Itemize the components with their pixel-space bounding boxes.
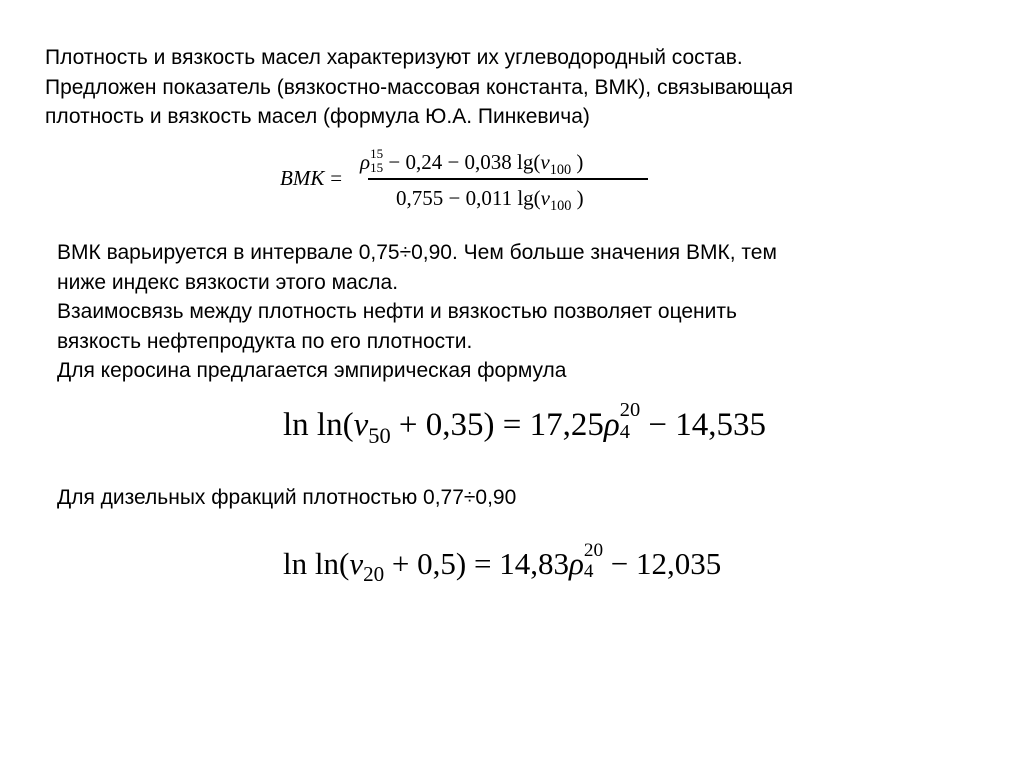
fraction-bar	[368, 178, 648, 180]
rho-symbol: ρ	[360, 150, 371, 174]
nu-subscript: 20	[363, 562, 385, 587]
rho-superscript: 15	[370, 145, 384, 161]
body-line-4: вязкость нефтепродукта по его плотности.	[57, 329, 473, 353]
kerosene-tail: − 14,535	[640, 407, 767, 444]
equals-sign: =	[330, 166, 343, 190]
close-paren: )	[571, 186, 584, 210]
nu-symbol: ν	[349, 546, 364, 581]
diesel-tail: − 12,035	[603, 546, 722, 581]
vmk-formula	[280, 146, 660, 216]
vmk-denominator	[396, 186, 584, 214]
rho-subscript: 15	[370, 159, 384, 175]
rho-indices	[619, 398, 641, 448]
vmk-label: ВМК	[280, 166, 325, 190]
rho-indices	[370, 145, 384, 177]
rho-superscript: 20	[583, 539, 604, 561]
rho-subscript: 4	[583, 561, 594, 583]
body-line-5: Для керосина предлагается эмпирическая формула	[57, 359, 567, 382]
rho-symbol: ρ	[603, 407, 620, 444]
numerator-terms: − 0,24 − 0,038 lg(	[388, 150, 541, 174]
nu-symbol: ν	[353, 407, 369, 444]
rho-subscript: 4	[619, 421, 630, 444]
intro-line-2: Предложен показатель (вязкостно-массовая константа, ВМК), связывающая	[45, 75, 794, 99]
kerosene-middle: + 0,35) = 17,25	[390, 407, 604, 444]
body-line-2: ниже индекс вязкости этого масла.	[57, 270, 399, 294]
kerosene-prefix: ln ln(	[283, 407, 354, 444]
body-line-1: ВМК варьируется в интервале 0,75÷0,90. Чем больше значения ВМК, тем	[57, 241, 777, 264]
close-paren: )	[571, 150, 584, 174]
diesel-paragraph	[57, 483, 516, 513]
vmk-numerator	[360, 145, 650, 178]
nu-subscript: 50	[368, 422, 391, 448]
nu-symbol: ν	[540, 150, 550, 174]
intro-line-1: Плотность и вязкость масел характеризуют их углеводородный состав.	[45, 46, 743, 69]
kerosene-formula	[283, 398, 767, 448]
rho-symbol: ρ	[568, 546, 584, 581]
denominator-terms: 0,755 − 0,011 lg(	[396, 186, 541, 210]
rho-superscript: 20	[619, 398, 641, 421]
vmk-formula-lhs	[280, 166, 342, 191]
diesel-line: Для дизельных фракций плотностью 0,77÷0,90	[57, 486, 517, 509]
intro-line-3: плотность и вязкость масел (формула Ю.А. Пинкевича)	[45, 105, 590, 128]
diesel-middle: + 0,5) = 14,83	[384, 546, 569, 581]
body-line-3: Взаимосвязь между плотность нефти и вязкостью позволяет оценить	[57, 300, 737, 323]
nu-symbol: ν	[540, 186, 550, 210]
diesel-prefix: ln ln(	[283, 546, 350, 581]
diesel-formula	[283, 539, 722, 587]
nu-subscript: 100	[549, 161, 572, 178]
vmk-fraction	[360, 146, 650, 216]
rho-indices	[583, 539, 604, 586]
intro-paragraph	[45, 43, 793, 132]
nu-subscript: 100	[549, 197, 572, 214]
body-paragraph	[57, 238, 777, 386]
